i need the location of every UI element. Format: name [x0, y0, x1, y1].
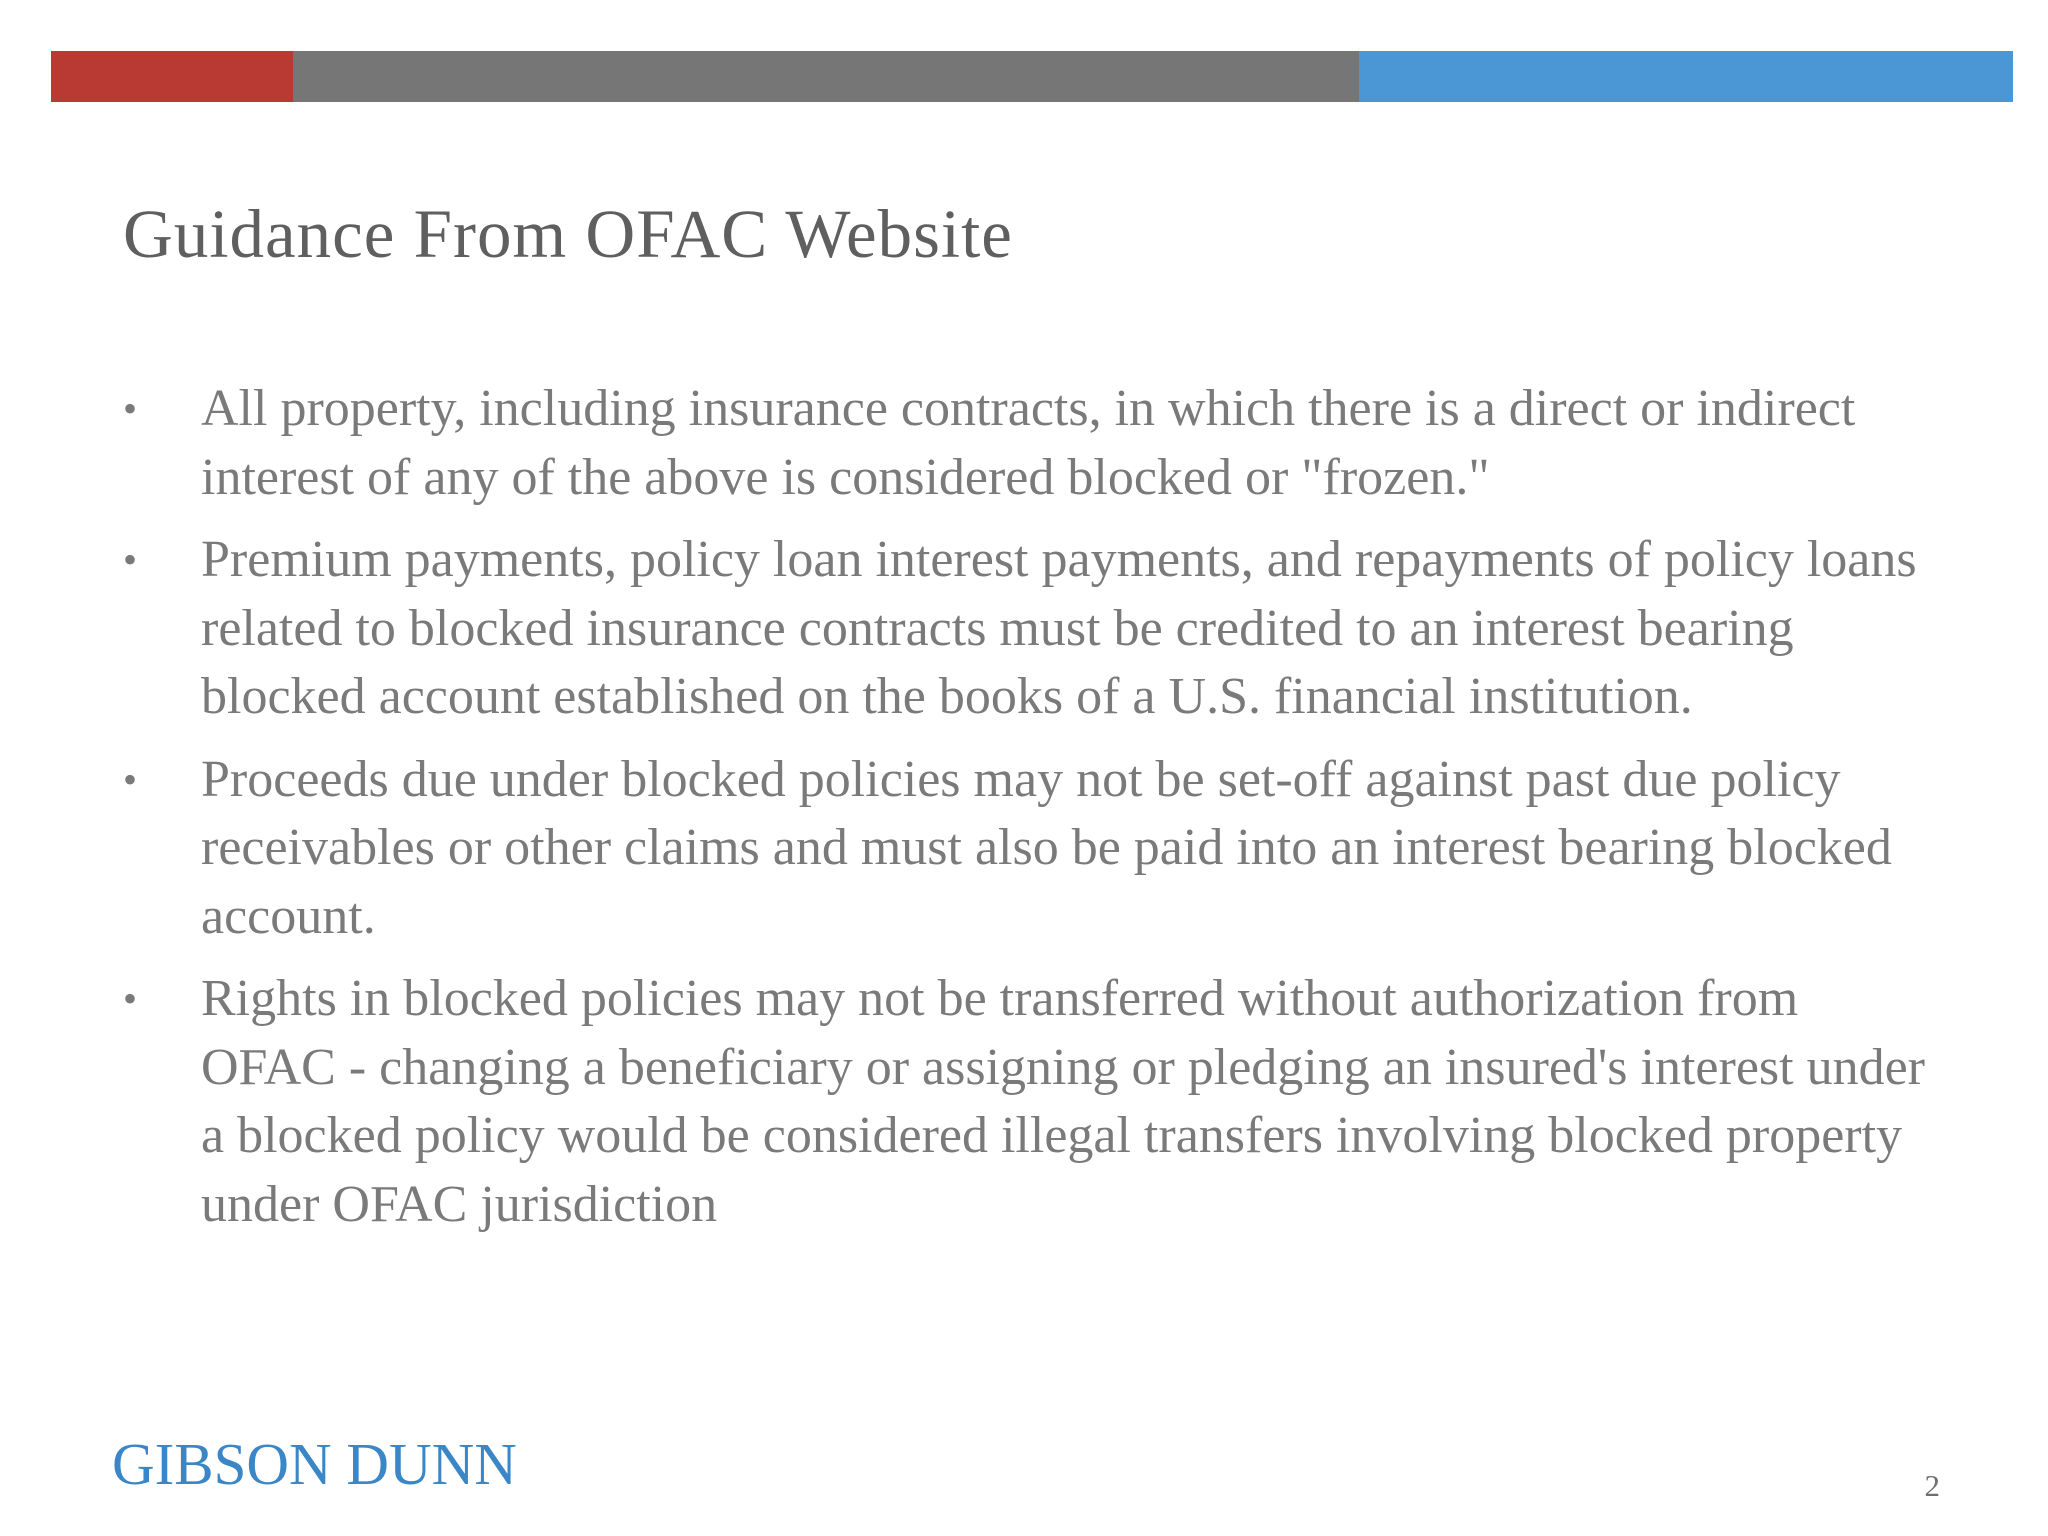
bullet-text: Rights in blocked policies may not be transferred without authorization from OFAC - changing a beneficiary or assigning or pledging an insured's interest under a blocked policy would be considered illegal transfers involving blocked property under OFAC jurisdiction [201, 970, 1925, 1233]
bullet-text: Premium payments, policy loan interest payments, and repayments of policy loans related to blocked insurance contracts must be credited to an interest bearing blocked account established on the books of a U.S. financial institution. [201, 531, 1917, 725]
slide-title: Guidance From OFAC Website [123, 196, 1013, 272]
page-number: 2 [1924, 1468, 1940, 1503]
bullet-dot-icon: • [123, 756, 138, 802]
bullet-dot-icon: • [123, 537, 138, 582]
bullet-text: All property, including insurance contracts, in which there is a direct or indirect interest of any of the above is considered blocked or "frozen." [201, 380, 1856, 506]
top-bar-gray-segment [293, 51, 1359, 102]
bullet-item [123, 746, 1943, 952]
top-bar-blue-segment [1359, 51, 2013, 102]
bullet-item [123, 965, 1943, 1239]
top-color-bar [51, 51, 2013, 102]
bullet-item [123, 526, 1943, 732]
bullet-dot-icon: • [123, 386, 138, 431]
top-bar-red-segment [51, 51, 293, 102]
gibson-dunn-logo: GIBSON DUNN [112, 1431, 517, 1497]
bullet-dot-icon: • [123, 976, 138, 1021]
bullet-item [123, 375, 1943, 512]
bullet-text: Proceeds due under blocked policies may not be set-off against past due policy receivables or other claims and must also be paid into an interest bearing blocked account. [201, 750, 1892, 945]
bullet-list [123, 375, 1943, 1253]
